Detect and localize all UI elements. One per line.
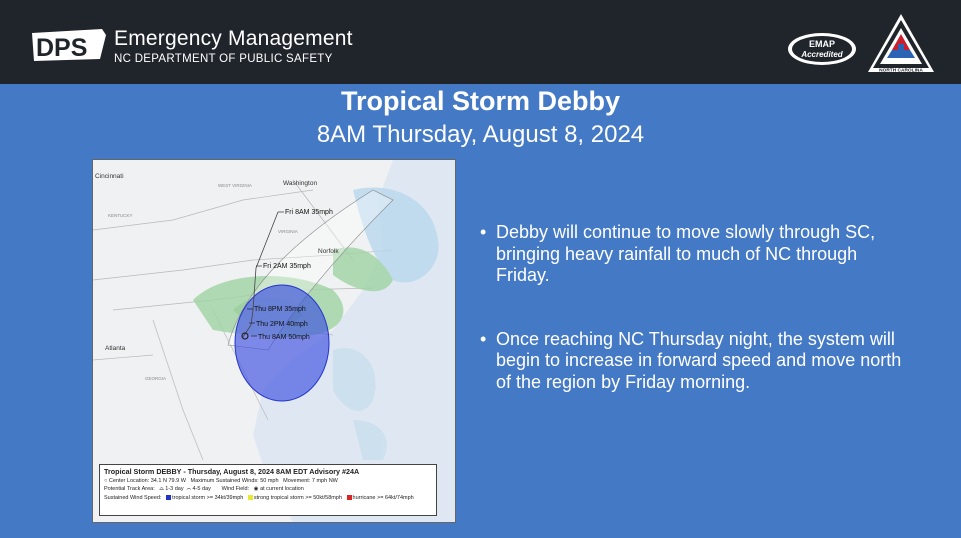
track-label-thu8am: Thu 8AM 50mph [258, 334, 310, 341]
map-label-ky: KENTUCKY [108, 213, 133, 218]
emap-badge [786, 30, 858, 68]
track-label-fri8am: Fri 8AM 35mph [285, 209, 333, 216]
storm-track-map [92, 159, 456, 523]
bullet-text: Once reaching NC Thursday night, the system will begin to increase in forward speed and move north of the region by Friday morning. [496, 328, 902, 392]
legend-row-wind-speed [104, 495, 432, 501]
legend-movement: Movement: 7 mph NW [283, 478, 338, 484]
map-label-wv: WEST VIRGINIA [218, 183, 252, 188]
wind-field-icon: ◉ [253, 486, 259, 492]
bullet-list [480, 222, 910, 435]
bullet-item [480, 222, 910, 287]
bullet-item [480, 329, 910, 394]
legend-title: Tropical Storm DEBBY - Thursday, August 8, 2024 8AM EDT Advisory #24A [104, 467, 360, 476]
cone-dashed-icon: ⌒ [186, 486, 192, 492]
ncem-seal [866, 12, 936, 74]
agency-subtitle: NC DEPARTMENT OF PUBLIC SAFETY [114, 53, 333, 65]
track-label-thu8pm: Thu 8PM 35mph [254, 306, 306, 313]
slide-subtitle: 8AM Thursday, August 8, 2024 [316, 121, 645, 148]
map-label-va: VIRGINIA [278, 229, 298, 234]
legend-track-4-5: 4-5 day [192, 486, 211, 492]
legend-max-winds: Maximum Sustained Winds: 50 mph [190, 478, 279, 484]
track-label-fri2am: Fri 2AM 35mph [263, 263, 311, 270]
legend-track-area-label: Potential Track Area: [104, 486, 155, 492]
map-legend [99, 464, 437, 516]
legend-row-track [104, 486, 432, 493]
slide-title: Tropical Storm Debby [340, 86, 621, 116]
bullet-text: Debby will continue to move slowly through SC, bringing heavy rainfall to much of NC through Friday. [496, 222, 876, 285]
legend-center-location: Center Location: 34.1 N 79.9 W [108, 478, 186, 484]
map-label-ga: GEORGIA [145, 376, 167, 381]
legend-wind-field-current: at current location [260, 486, 304, 492]
svg-text:DPS: DPS [36, 34, 88, 62]
legend-sts: strong tropical storm >= 50kt/58mph [253, 495, 342, 501]
legend-row-storm-info [104, 478, 432, 484]
header-bar [0, 0, 961, 84]
legend-sustained-label: Sustained Wind Speed: [104, 495, 162, 501]
svg-text:NORTH CAROLINA: NORTH CAROLINA [879, 68, 923, 74]
map-label-atlanta: Atlanta [105, 345, 126, 352]
circle-marker-icon: ○ [104, 478, 108, 484]
map-label-cincinnati: Cincinnati [95, 173, 124, 180]
svg-text:Accredited: Accredited [801, 50, 843, 59]
track-label-thu2pm: Thu 2PM 40mph [256, 321, 308, 328]
bullet-symbol: • [480, 328, 487, 349]
svg-text:EMAP: EMAP [808, 39, 836, 49]
legend-hu: hurricane >= 64kt/74mph [352, 495, 414, 501]
legend-track-1-3: 1-3 day [165, 486, 184, 492]
map-label-norfolk: Norfolk [318, 248, 339, 255]
ts-swatch [166, 495, 171, 500]
cone-icon: ⌓ [159, 486, 164, 492]
map-label-washington: Washington [283, 180, 318, 187]
bullet-symbol: • [480, 222, 487, 242]
legend-ts: tropical storm >= 34kt/39mph [172, 495, 244, 501]
dps-logo [30, 25, 108, 65]
hu-swatch [347, 495, 352, 500]
sts-swatch [248, 495, 253, 500]
agency-title: Emergency Management [114, 27, 353, 50]
legend-wind-field-label: Wind Field: [221, 486, 250, 492]
